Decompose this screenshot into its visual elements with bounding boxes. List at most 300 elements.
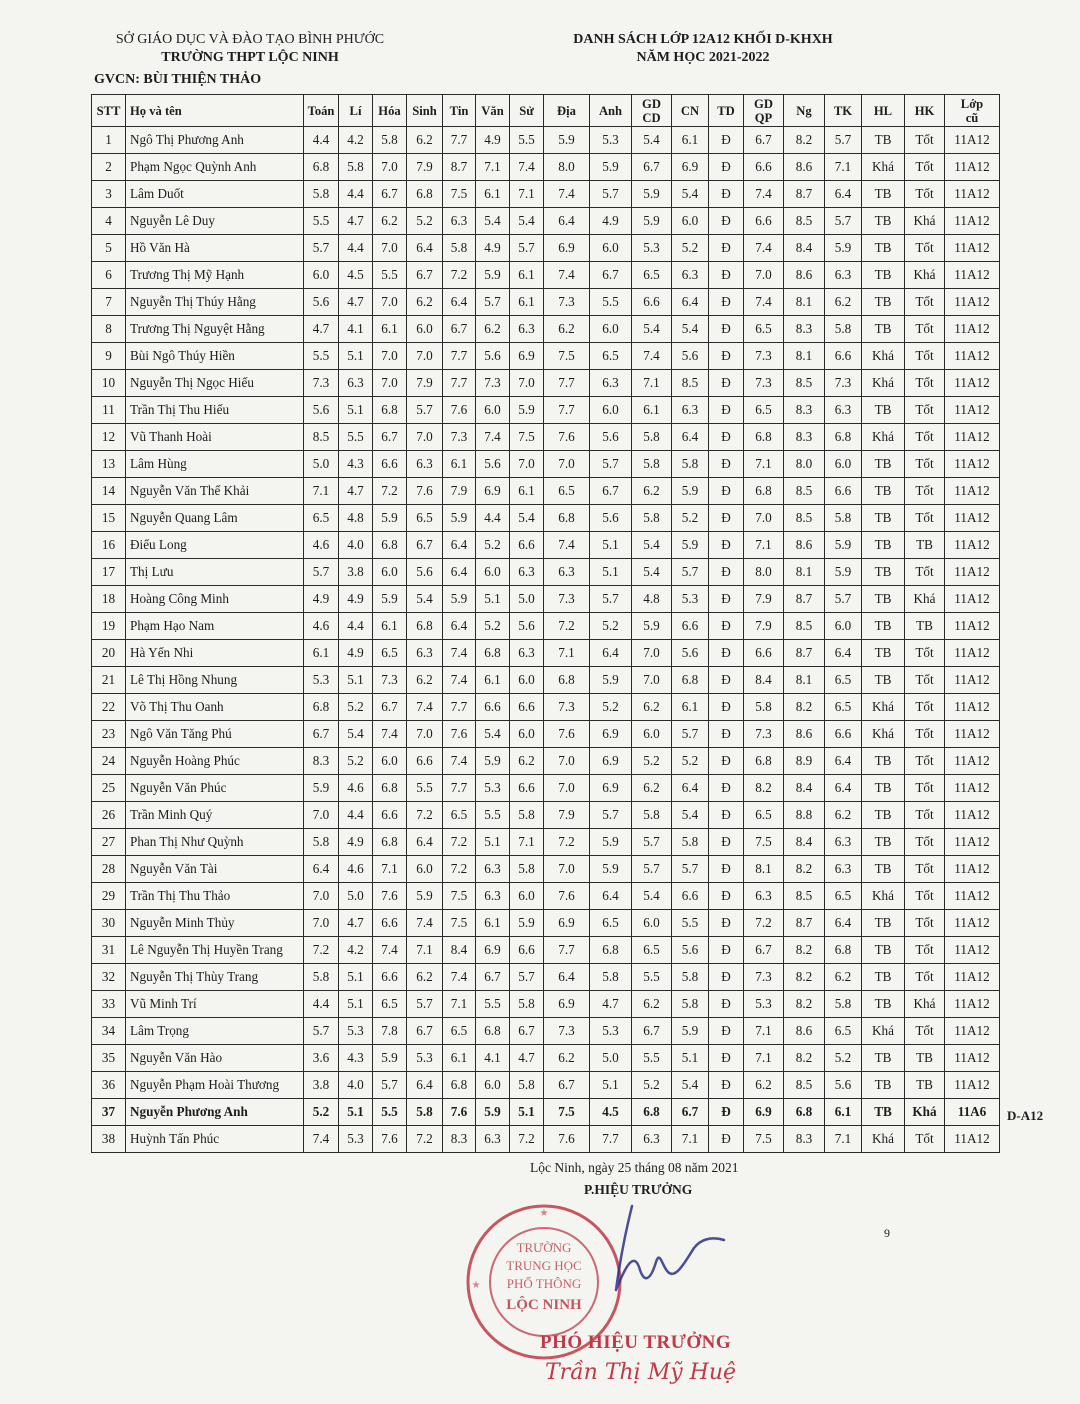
grade-cell: 5.4 [339, 721, 373, 748]
col-dia: Địa [544, 95, 590, 127]
grade-cell: 7.1 [304, 478, 339, 505]
grade-cell: 5.9 [476, 748, 510, 775]
grade-cell: 6.5 [373, 640, 407, 667]
row-number: 28 [92, 856, 126, 883]
grade-cell: 7.1 [672, 1126, 709, 1153]
student-name: Trần Thị Thu Thảo [126, 883, 304, 910]
grade-cell: 6.0 [510, 667, 544, 694]
grade-cell: Đ [709, 937, 744, 964]
grade-cell: 6.2 [476, 316, 510, 343]
student-name: Nguyễn Văn Hào [126, 1045, 304, 1072]
student-name: Nguyễn Văn Thế Khải [126, 478, 304, 505]
grade-cell: 11A12 [945, 154, 1000, 181]
grade-cell: 7.0 [304, 802, 339, 829]
grade-cell: 7.1 [407, 937, 443, 964]
grade-cell: 7.4 [744, 289, 784, 316]
grade-cell: 5.8 [632, 802, 672, 829]
grade-cell: 8.4 [443, 937, 476, 964]
grade-cell: 6.3 [590, 370, 632, 397]
grade-cell: 8.4 [784, 235, 825, 262]
grade-cell: 7.0 [304, 883, 339, 910]
row-number: 20 [92, 640, 126, 667]
grade-cell: 5.8 [373, 127, 407, 154]
table-row [92, 154, 1000, 181]
grade-cell: 5.5 [590, 289, 632, 316]
grade-cell: 5.7 [825, 208, 862, 235]
grade-cell: 5.1 [510, 1099, 544, 1126]
grade-cell: 6.5 [825, 694, 862, 721]
grade-cell: 6.9 [672, 154, 709, 181]
grade-cell: 6.7 [304, 721, 339, 748]
student-name: Nguyễn Quang Lâm [126, 505, 304, 532]
grade-cell: 6.5 [825, 1018, 862, 1045]
grade-cell: 7.4 [510, 154, 544, 181]
table-row [92, 343, 1000, 370]
grade-cell: 5.5 [373, 1099, 407, 1126]
row-number: 27 [92, 829, 126, 856]
grade-cell: Khá [862, 343, 905, 370]
grade-cell: 5.8 [304, 829, 339, 856]
grade-cell: 4.7 [339, 478, 373, 505]
student-name: Nguyễn Minh Thủy [126, 910, 304, 937]
grade-cell: 5.8 [304, 964, 339, 991]
col-li: Lí [339, 95, 373, 127]
grade-cell: 7.0 [373, 289, 407, 316]
grade-cell: Tốt [905, 559, 945, 586]
grade-cell: 7.4 [544, 532, 590, 559]
grade-cell: 6.2 [407, 289, 443, 316]
grade-cell: 4.9 [476, 127, 510, 154]
grade-cell: TB [862, 532, 905, 559]
grade-cell: 5.1 [476, 586, 510, 613]
grade-cell: 6.2 [544, 1045, 590, 1072]
grade-cell: 6.2 [407, 964, 443, 991]
grade-cell: Đ [709, 424, 744, 451]
grade-cell: 6.8 [373, 829, 407, 856]
grade-cell: 6.0 [407, 856, 443, 883]
grade-cell: 7.2 [443, 856, 476, 883]
grade-cell: 6.8 [476, 1018, 510, 1045]
grade-cell: 8.7 [784, 640, 825, 667]
grade-cell: 5.8 [825, 316, 862, 343]
grade-cell: 11A6 [945, 1099, 1000, 1126]
grade-cell: 6.6 [510, 532, 544, 559]
grade-cell: 11A12 [945, 127, 1000, 154]
grade-cell: 6.3 [476, 856, 510, 883]
grade-cell: Đ [709, 370, 744, 397]
grade-cell: 6.4 [407, 829, 443, 856]
grade-cell: 4.4 [339, 802, 373, 829]
grade-cell: 6.3 [443, 208, 476, 235]
stamp-line-4: LỘC NINH [506, 1297, 582, 1313]
table-row [92, 397, 1000, 424]
grade-cell: 6.9 [590, 748, 632, 775]
grade-cell: 5.5 [632, 1045, 672, 1072]
grade-cell: 7.0 [373, 235, 407, 262]
grade-cell: 5.6 [672, 343, 709, 370]
grade-cell: 7.9 [407, 370, 443, 397]
grade-cell: 6.2 [544, 316, 590, 343]
grade-cell: Đ [709, 478, 744, 505]
grade-cell: 5.9 [632, 613, 672, 640]
grade-cell: 4.6 [339, 775, 373, 802]
grade-cell: 6.8 [373, 775, 407, 802]
grade-cell: 7.3 [544, 586, 590, 613]
student-name: Trần Minh Quý [126, 802, 304, 829]
grade-cell: Đ [709, 235, 744, 262]
grade-cell: 7.7 [443, 127, 476, 154]
grade-cell: 3.6 [304, 1045, 339, 1072]
grade-cell: 5.6 [407, 559, 443, 586]
row-number: 19 [92, 613, 126, 640]
grade-cell: Đ [709, 532, 744, 559]
school-year: NĂM HỌC 2021-2022 [636, 50, 770, 65]
grade-cell: 7.4 [476, 424, 510, 451]
grade-cell: 7.1 [443, 991, 476, 1018]
grade-cell: Đ [709, 289, 744, 316]
grade-cell: 6.4 [825, 748, 862, 775]
grade-cell: 5.4 [510, 208, 544, 235]
grade-cell: 4.9 [339, 586, 373, 613]
grade-cell: 6.6 [510, 694, 544, 721]
grade-cell: 5.3 [476, 775, 510, 802]
grade-cell: 5.5 [510, 127, 544, 154]
table-row [92, 883, 1000, 910]
grade-cell: 6.7 [373, 181, 407, 208]
grade-cell: 4.5 [339, 262, 373, 289]
grade-cell: 8.3 [784, 397, 825, 424]
grade-cell: 6.8 [744, 424, 784, 451]
grade-cell: 5.1 [339, 667, 373, 694]
grade-cell: 11A12 [945, 721, 1000, 748]
grade-cell: Đ [709, 1018, 744, 1045]
table-row [92, 181, 1000, 208]
grade-cell: Khá [862, 694, 905, 721]
grade-cell: 5.0 [590, 1045, 632, 1072]
grade-cell: 5.8 [443, 235, 476, 262]
grade-cell: 7.6 [443, 397, 476, 424]
col-hoa: Hóa [373, 95, 407, 127]
grade-cell: Đ [709, 397, 744, 424]
grade-cell: 11A12 [945, 883, 1000, 910]
grade-cell: 6.5 [632, 262, 672, 289]
student-name: Trần Thị Thu Hiếu [126, 397, 304, 424]
grade-cell: 5.3 [590, 1018, 632, 1045]
grade-cell: 5.6 [590, 505, 632, 532]
sign-date: Lộc Ninh, ngày 25 tháng 08 năm 2021 [530, 1160, 739, 1175]
row-number: 16 [92, 532, 126, 559]
student-name: Vũ Thanh Hoài [126, 424, 304, 451]
grade-cell: 7.6 [373, 883, 407, 910]
grade-cell: 7.4 [407, 910, 443, 937]
grade-cell: 4.7 [304, 316, 339, 343]
grade-cell: 5.1 [590, 532, 632, 559]
grade-cell: 5.3 [339, 1126, 373, 1153]
grade-cell: 5.9 [544, 127, 590, 154]
table-row [92, 856, 1000, 883]
grade-cell: 11A12 [945, 559, 1000, 586]
grade-cell: 7.6 [443, 721, 476, 748]
grade-cell: 6.6 [744, 208, 784, 235]
grade-cell: Đ [709, 640, 744, 667]
grade-cell: 5.6 [476, 451, 510, 478]
grade-cell: 6.9 [590, 721, 632, 748]
grade-cell: 6.3 [825, 397, 862, 424]
grade-cell: Đ [709, 505, 744, 532]
grade-cell: 6.5 [744, 802, 784, 829]
row-number: 29 [92, 883, 126, 910]
grade-cell: 5.9 [825, 559, 862, 586]
grade-cell: 6.2 [825, 964, 862, 991]
grade-cell: Tốt [905, 937, 945, 964]
grade-cell: Khá [862, 1126, 905, 1153]
table-row [92, 208, 1000, 235]
grade-cell: 7.4 [632, 343, 672, 370]
grade-cell: 11A12 [945, 289, 1000, 316]
row-number: 22 [92, 694, 126, 721]
grade-cell: 7.3 [443, 424, 476, 451]
grade-cell: 7.2 [443, 829, 476, 856]
grade-cell: 6.3 [632, 1126, 672, 1153]
grade-cell: 6.6 [373, 451, 407, 478]
grade-cell: TB [862, 397, 905, 424]
student-name: Phạm Hạo Nam [126, 613, 304, 640]
grade-cell: 8.5 [784, 505, 825, 532]
grade-cell: 6.7 [744, 127, 784, 154]
grade-cell: 5.8 [339, 154, 373, 181]
student-name: Nguyễn Hoàng Phúc [126, 748, 304, 775]
grade-cell: 7.0 [632, 640, 672, 667]
grade-cell: 6.7 [510, 1018, 544, 1045]
grade-cell: 6.8 [544, 505, 590, 532]
grade-cell: 8.2 [784, 991, 825, 1018]
grade-cell: 5.7 [590, 802, 632, 829]
grade-cell: 6.0 [510, 721, 544, 748]
grade-cell: Đ [709, 829, 744, 856]
grade-cell: 11A12 [945, 424, 1000, 451]
grade-cell: 5.8 [510, 856, 544, 883]
grade-cell: 7.4 [744, 235, 784, 262]
grade-cell: TB [862, 910, 905, 937]
grade-cell: Khá [905, 586, 945, 613]
grade-cell: Khá [862, 883, 905, 910]
grade-cell: 11A12 [945, 640, 1000, 667]
grade-cell: 4.9 [590, 208, 632, 235]
grade-cell: 4.4 [339, 181, 373, 208]
grade-cell: 6.8 [304, 694, 339, 721]
grade-cell: 5.3 [632, 235, 672, 262]
grade-cell: 6.6 [476, 694, 510, 721]
grade-cell: 6.7 [407, 532, 443, 559]
grade-cell: 4.0 [339, 532, 373, 559]
grade-cell: Tốt [905, 667, 945, 694]
grade-cell: Khá [905, 991, 945, 1018]
grade-cell: 5.7 [373, 1072, 407, 1099]
grade-cell: 7.9 [544, 802, 590, 829]
grade-cell: 6.1 [510, 289, 544, 316]
grade-cell: 7.4 [443, 748, 476, 775]
grade-cell: 7.6 [544, 424, 590, 451]
grade-cell: 11A12 [945, 505, 1000, 532]
grade-cell: 7.1 [744, 1045, 784, 1072]
grade-cell: 6.6 [632, 289, 672, 316]
grade-cell: 7.4 [443, 667, 476, 694]
grade-cell: 7.3 [744, 343, 784, 370]
grades-table [91, 94, 1000, 1153]
grade-cell: 5.4 [407, 586, 443, 613]
col-hl: HL [862, 95, 905, 127]
grade-cell: 6.2 [632, 991, 672, 1018]
grade-cell: 7.6 [373, 1126, 407, 1153]
grade-cell: 6.2 [407, 667, 443, 694]
grade-cell: 6.0 [590, 316, 632, 343]
grade-cell: Tốt [905, 1126, 945, 1153]
grade-cell: 7.4 [443, 964, 476, 991]
grade-cell: 7.0 [407, 343, 443, 370]
row-number: 37 [92, 1099, 126, 1126]
grade-cell: 6.1 [672, 694, 709, 721]
grade-cell: 6.2 [825, 289, 862, 316]
grade-cell: 5.9 [672, 1018, 709, 1045]
grade-cell: 6.2 [407, 127, 443, 154]
grade-cell: 5.9 [373, 505, 407, 532]
grade-cell: 6.4 [825, 775, 862, 802]
grade-cell: 8.5 [784, 208, 825, 235]
grade-cell: 7.0 [544, 451, 590, 478]
grade-cell: 6.6 [373, 910, 407, 937]
grade-cell: 7.1 [373, 856, 407, 883]
table-row [92, 262, 1000, 289]
grade-cell: 11A12 [945, 397, 1000, 424]
student-name: Lê Nguyễn Thị Huyền Trang [126, 937, 304, 964]
row-number: 31 [92, 937, 126, 964]
grade-cell: 7.3 [544, 1018, 590, 1045]
grade-cell: Đ [709, 1126, 744, 1153]
grade-cell: 6.5 [443, 802, 476, 829]
grade-cell: 11A12 [945, 451, 1000, 478]
grade-cell: 7.7 [443, 370, 476, 397]
grade-cell: Đ [709, 721, 744, 748]
grade-cell: 6.5 [590, 343, 632, 370]
grade-cell: 7.5 [510, 424, 544, 451]
grade-cell: 7.4 [407, 694, 443, 721]
grade-cell: 6.4 [672, 775, 709, 802]
grade-cell: 6.4 [544, 964, 590, 991]
grade-cell: 8.3 [784, 1126, 825, 1153]
table-row [92, 127, 1000, 154]
grade-cell: 6.0 [632, 910, 672, 937]
grade-cell: 7.5 [544, 1099, 590, 1126]
grade-cell: 8.3 [443, 1126, 476, 1153]
grade-cell: Khá [862, 370, 905, 397]
signer-title: P.HIỆU TRƯỞNG [584, 1182, 693, 1197]
grade-cell: Tốt [905, 694, 945, 721]
grade-cell: 4.4 [304, 991, 339, 1018]
table-row [92, 532, 1000, 559]
grade-cell: 5.8 [632, 505, 672, 532]
grade-cell: 7.4 [443, 640, 476, 667]
grade-cell: 7.3 [825, 370, 862, 397]
grade-cell: 7.4 [744, 181, 784, 208]
grade-cell: 7.3 [544, 694, 590, 721]
grade-cell: 8.4 [744, 667, 784, 694]
grade-cell: 7.2 [373, 478, 407, 505]
grade-cell: 5.0 [304, 451, 339, 478]
grade-cell: 6.5 [744, 316, 784, 343]
grade-cell: 6.6 [744, 154, 784, 181]
grade-cell: 6.8 [373, 397, 407, 424]
row-number: 24 [92, 748, 126, 775]
grade-cell: 6.3 [825, 829, 862, 856]
grade-cell: 5.6 [304, 397, 339, 424]
homeroom-teacher: GVCN: BÙI THIỆN THẢO [94, 72, 262, 87]
col-ng: Ng [784, 95, 825, 127]
grade-cell: Tốt [905, 289, 945, 316]
table-row [92, 1018, 1000, 1045]
grade-cell: 5.2 [632, 1072, 672, 1099]
grade-cell: 7.0 [373, 370, 407, 397]
grade-cell: 5.7 [407, 397, 443, 424]
grade-cell: 6.2 [632, 775, 672, 802]
grade-cell: 8.0 [744, 559, 784, 586]
grade-cell: 8.5 [304, 424, 339, 451]
grade-cell: Tốt [905, 451, 945, 478]
grade-cell: 7.4 [373, 721, 407, 748]
grade-cell: 6.4 [825, 640, 862, 667]
grade-cell: 5.5 [476, 991, 510, 1018]
grade-cell: 7.7 [443, 775, 476, 802]
grade-cell: 7.2 [744, 910, 784, 937]
row-number: 5 [92, 235, 126, 262]
grade-cell: 11A12 [945, 181, 1000, 208]
stamp-line-1: TRƯỜNG [516, 1240, 572, 1255]
grade-cell: 11A12 [945, 478, 1000, 505]
grade-cell: 6.4 [590, 883, 632, 910]
grade-cell: 8.6 [784, 532, 825, 559]
grade-cell: 6.5 [304, 505, 339, 532]
grade-cell: 5.6 [476, 343, 510, 370]
grade-cell: 7.1 [825, 154, 862, 181]
table-row [92, 1072, 1000, 1099]
grade-cell: 11A12 [945, 991, 1000, 1018]
page-number: 9 [884, 1226, 890, 1240]
grade-cell: 6.3 [672, 397, 709, 424]
grade-cell: 6.4 [825, 181, 862, 208]
col-lop-cu: Lớp cũ [945, 95, 1000, 127]
grade-cell: 6.8 [784, 1099, 825, 1126]
row-number: 23 [92, 721, 126, 748]
grade-cell: Tốt [905, 829, 945, 856]
table-row [92, 937, 1000, 964]
table-row [92, 235, 1000, 262]
grade-cell: 4.3 [339, 1045, 373, 1072]
grade-cell: TB [862, 1045, 905, 1072]
grade-cell: Tốt [905, 856, 945, 883]
grade-cell: 5.7 [672, 721, 709, 748]
stamp-line-2: TRUNG HỌC [506, 1258, 582, 1273]
grade-cell: 7.7 [544, 370, 590, 397]
grade-cell: 5.9 [476, 1099, 510, 1126]
grade-cell: 6.2 [632, 478, 672, 505]
grade-cell: 5.6 [825, 1072, 862, 1099]
grade-cell: 11A12 [945, 316, 1000, 343]
grade-cell: TB [862, 127, 905, 154]
grade-cell: 7.4 [544, 181, 590, 208]
col-td: TD [709, 95, 744, 127]
grade-cell: Tốt [905, 883, 945, 910]
grade-cell: 5.4 [510, 505, 544, 532]
grade-cell: 4.7 [339, 289, 373, 316]
